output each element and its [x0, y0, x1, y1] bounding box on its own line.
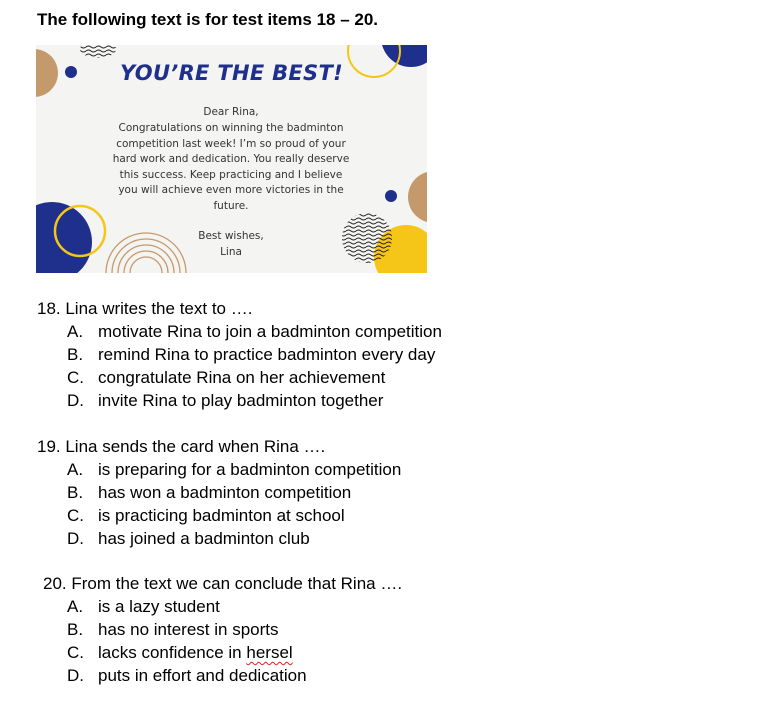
congratulations-card [36, 45, 427, 273]
option-letter: D. [67, 666, 84, 685]
option-letter: A. [67, 322, 84, 341]
option-letter: B. [67, 345, 84, 364]
option-d [67, 389, 442, 412]
option-letter: B. [67, 483, 84, 502]
option-a [67, 595, 402, 618]
option-b [67, 343, 442, 366]
wave-pattern-top [80, 45, 116, 58]
tan-semicircle-right [408, 171, 427, 223]
option-a [67, 458, 401, 481]
option-c [67, 641, 402, 664]
option-c [67, 366, 442, 389]
test-items-heading: The following text is for test items 18 – 20. [37, 10, 379, 29]
option-text: invite Rina to play badminton together [98, 391, 384, 410]
question-18 [37, 297, 442, 412]
option-d [67, 527, 401, 550]
question-stem: 19. Lina sends the card when Rina …. [37, 437, 326, 456]
option-text: motivate Rina to join a badminton competition [98, 322, 442, 341]
option-text: has no interest in sports [98, 620, 279, 639]
option-d [67, 664, 402, 687]
option-b [67, 481, 401, 504]
question-stem: 20. From the text we can conclude that Rina …. [43, 574, 403, 593]
option-letter: A. [67, 597, 84, 616]
option-text: congratulate Rina on her achievement [98, 368, 386, 387]
card-body [96, 121, 366, 215]
card-body-line: this success. Keep practicing and I believe [119, 168, 343, 181]
card-body-line: you will achieve even more victories in the [118, 184, 344, 197]
card-signature: Lina [220, 246, 242, 258]
card-body-line: competition last week! I’m so proud of your [116, 137, 346, 150]
option-letter: B. [67, 620, 84, 639]
option-text: is preparing for a badminton competition [98, 460, 402, 479]
option-text: remind Rina to practice badminton every day [98, 345, 436, 364]
question-20 [43, 572, 402, 687]
spellcheck-flagged-word[interactable]: hersel [246, 643, 293, 662]
option-text: has joined a badminton club [98, 529, 310, 548]
option-text: lacks confidence in [98, 643, 247, 662]
card-closing: Best wishes, [198, 230, 264, 242]
option-text: is practicing badminton at school [98, 506, 345, 525]
option-c [67, 504, 401, 527]
option-text: is a lazy student [98, 597, 220, 616]
option-b [67, 618, 402, 641]
card-body-line: hard work and dedication. You really deserve [112, 153, 350, 166]
option-letter: A. [67, 460, 84, 479]
option-text: puts in effort and dedication [98, 666, 307, 685]
question-19 [37, 435, 401, 550]
option-a [67, 320, 442, 343]
card-body-line: Congratulations on winning the badminton [118, 122, 344, 134]
question-stem: 18. Lina writes the text to …. [37, 299, 253, 318]
card-body-line: future. [213, 199, 249, 212]
option-text: has won a badminton competition [98, 483, 352, 502]
option-letter: D. [67, 529, 84, 548]
option-letter: C. [67, 506, 84, 525]
option-letter: C. [67, 368, 84, 387]
option-letter: D. [67, 391, 84, 410]
navy-dot-right [385, 190, 397, 202]
card-title: YOU’RE THE BEST! [120, 61, 343, 85]
card-greeting: Dear Rina, [203, 106, 259, 118]
option-letter: C. [67, 643, 84, 662]
